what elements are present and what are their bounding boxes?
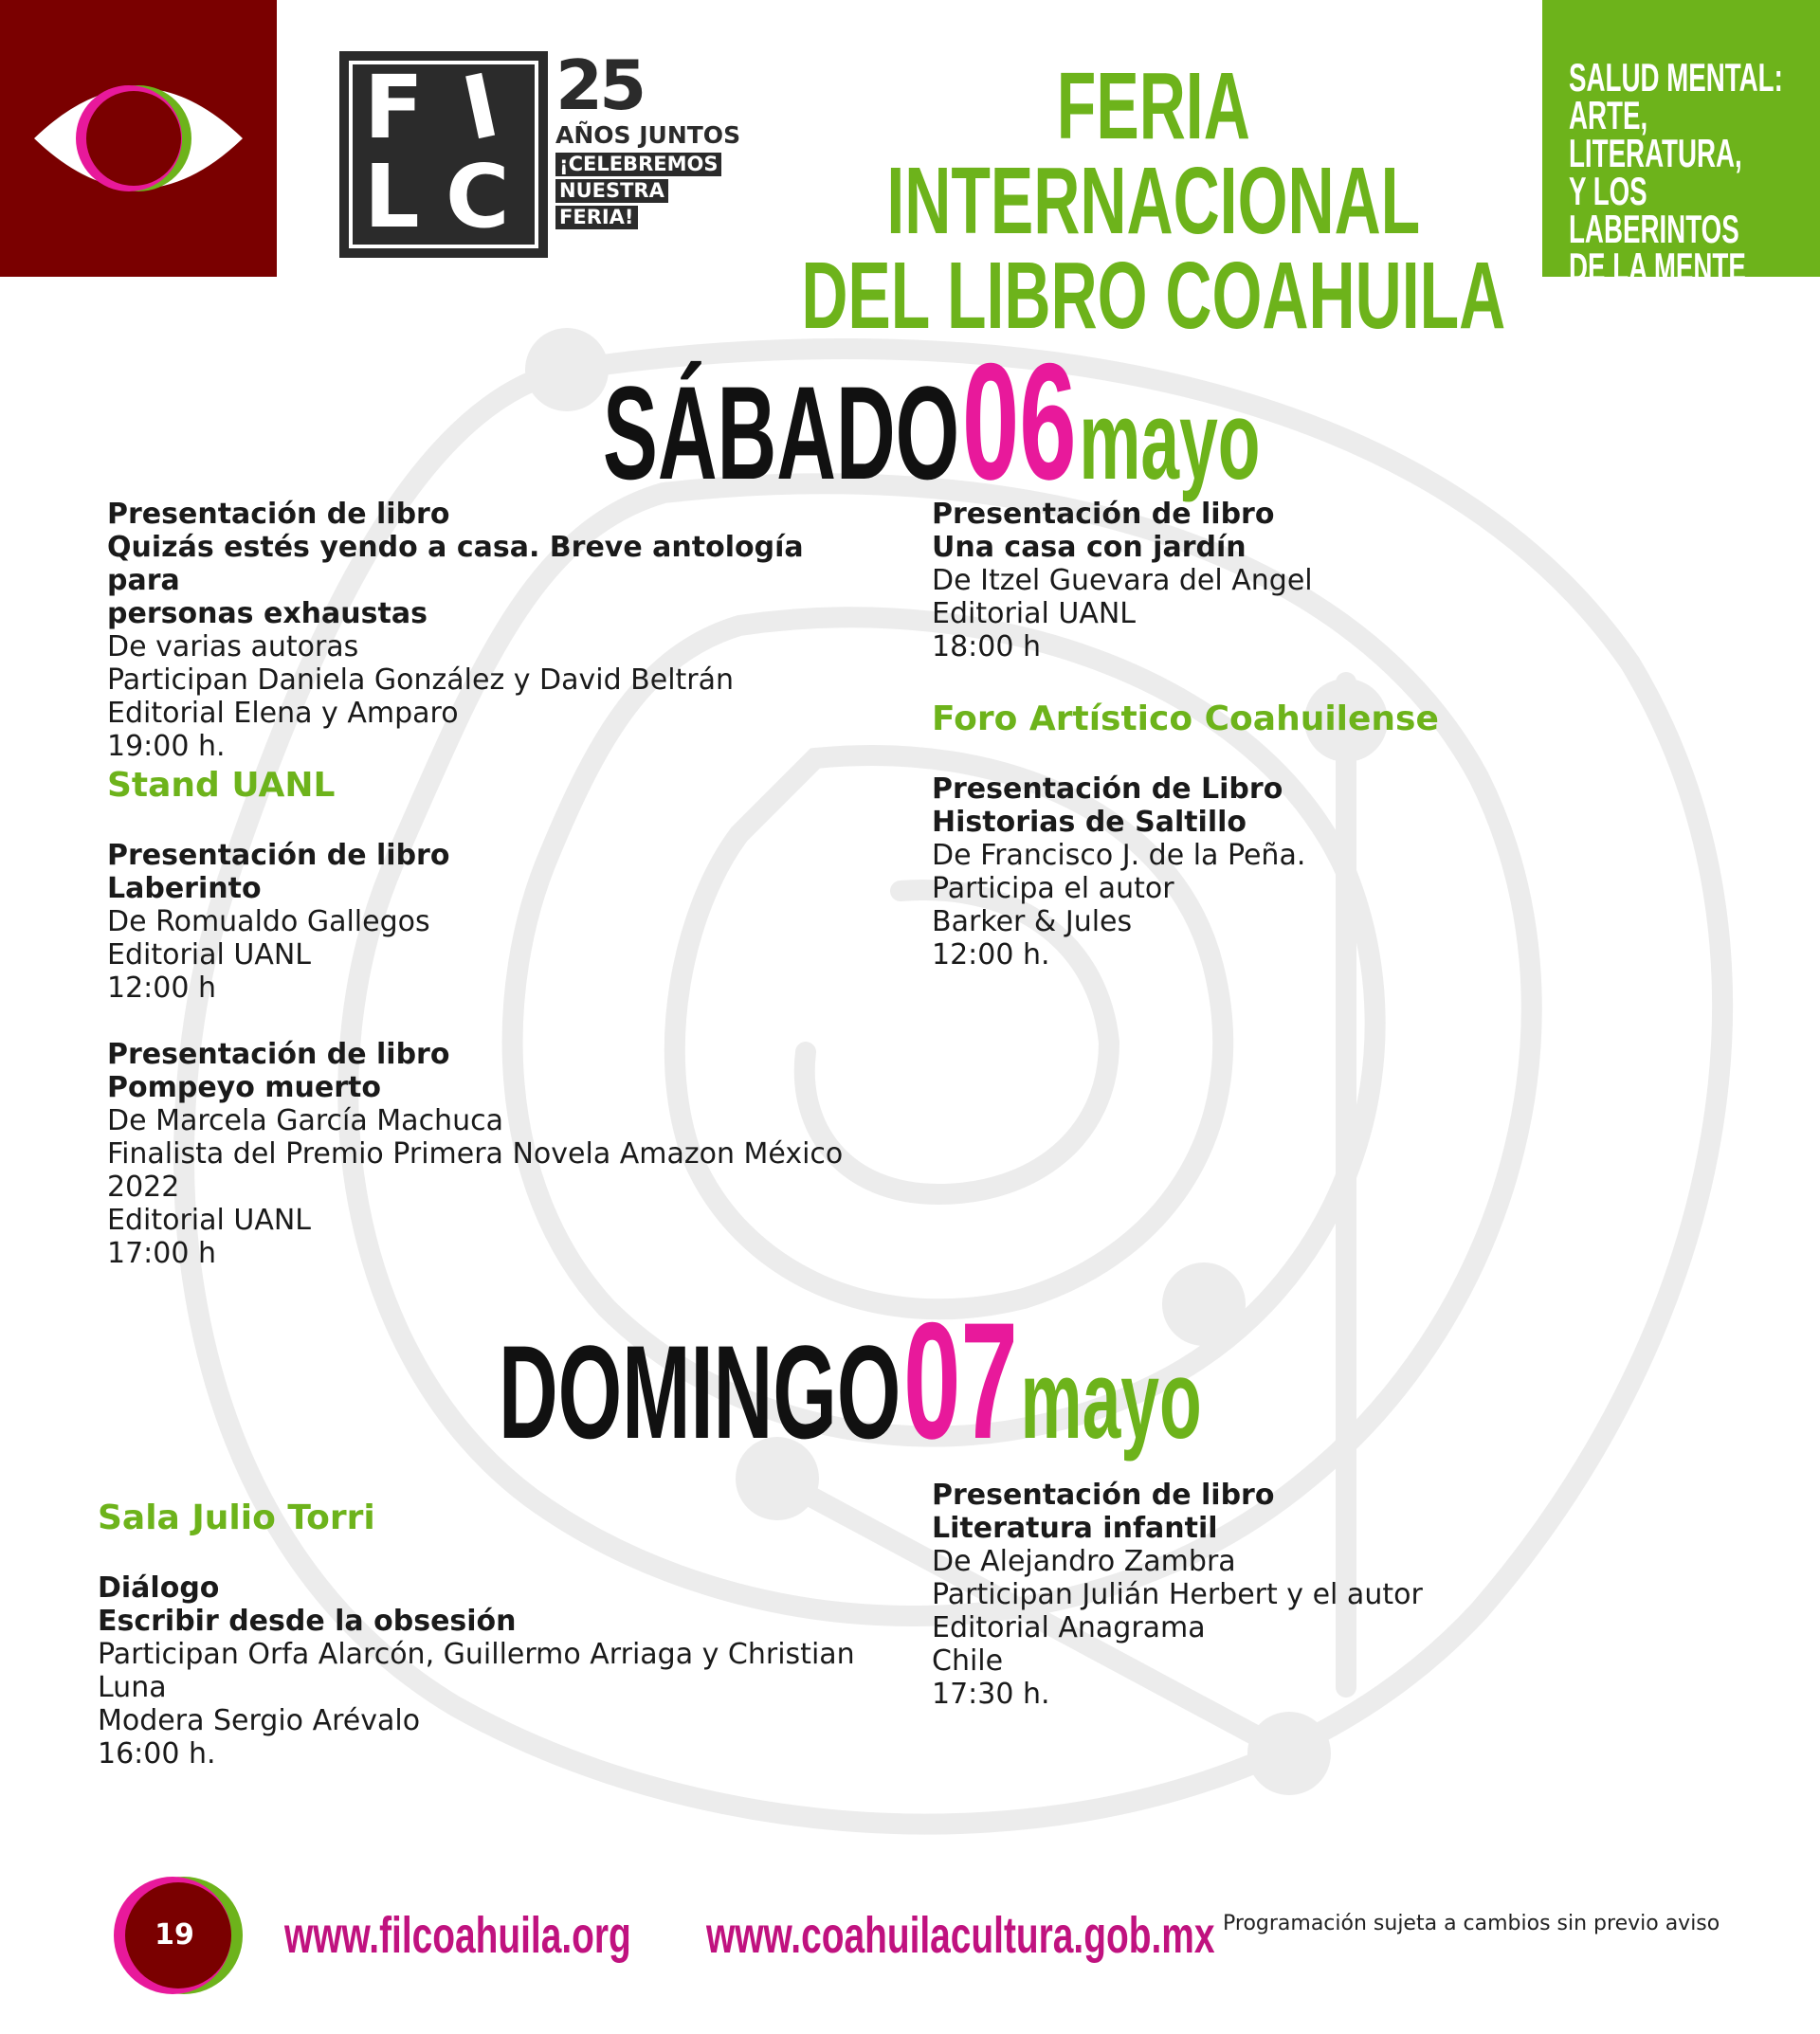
event-detail: Modera Sergio Arévalo — [98, 1704, 421, 1737]
event-type: Presentación de libro — [107, 839, 450, 872]
event-detail: De Marcela García Machuca — [107, 1104, 503, 1137]
event-detail: De varias autoras — [107, 630, 359, 663]
theme-line-1: SALUD MENTAL: — [1569, 55, 1783, 100]
page-number-badge — [112, 1869, 245, 2002]
event-detail: Editorial Anagrama — [932, 1611, 1206, 1644]
event-detail: Barker & Jules — [932, 905, 1133, 938]
theme-line-2: ARTE, LITERATURA, — [1569, 93, 1742, 175]
event-detail: Participan Orfa Alarcón, Guillermo Arriaga y Christian — [98, 1638, 855, 1671]
theme-block — [1542, 0, 1820, 289]
celebration-line-1: ¡CELEBREMOS — [555, 153, 721, 176]
event-detail: Participan Daniela González y David Beltrán — [107, 663, 735, 697]
eye-icon — [0, 0, 277, 277]
anniversary-number: 25 — [555, 45, 644, 125]
sun-right-event-1 — [932, 1479, 1709, 1711]
event-title-line-1: Quizás estés yendo a casa. Breve antología para — [107, 531, 804, 597]
event-title: Una casa con jardín — [932, 531, 1247, 564]
event-time: 12:00 h. — [932, 938, 1050, 972]
saturday-heading — [603, 327, 1260, 518]
eye-logo-block — [0, 0, 277, 277]
event-type: Diálogo — [98, 1571, 220, 1605]
sun-left-event-1 — [98, 1571, 932, 1771]
saturday-month: mayo — [1079, 378, 1261, 503]
event-detail: Participan Julián Herbert y el autor — [932, 1578, 1423, 1611]
event-detail: Luna — [98, 1671, 167, 1704]
saturday-day-name: SÁBADO — [603, 358, 960, 507]
event-time: 17:00 h — [107, 1237, 217, 1270]
event-title: Escribir desde la obsesión — [98, 1605, 517, 1638]
sunday-day-name: DOMINGO — [499, 1317, 901, 1466]
venue-stand-uanl: Stand UANL — [107, 766, 336, 805]
event-title: Pompeyo muerto — [107, 1071, 381, 1104]
fair-title — [792, 53, 1515, 349]
event-detail: De Itzel Guevara del Angel — [932, 564, 1313, 597]
event-type: Presentación de libro — [107, 1038, 450, 1071]
logo-letter-c: C — [446, 146, 510, 247]
event-detail: Editorial UANL — [107, 1204, 312, 1237]
celebration-line-2: NUESTRA — [555, 179, 668, 203]
sat-left-event-1 — [107, 498, 884, 763]
filcoahuila-link[interactable]: www.filcoahuila.org — [284, 1907, 631, 1964]
theme-line-3: Y LOS LABERINTOS — [1569, 169, 1739, 251]
sunday-heading — [499, 1286, 1202, 1477]
page-number: 19 — [155, 1918, 194, 1952]
venue-sala-julio-torri: Sala Julio Torri — [98, 1498, 375, 1537]
fair-title-line-2: DEL LIBRO COAHUILA — [801, 243, 1506, 349]
event-title: Literatura infantil — [932, 1512, 1218, 1545]
anniversary-label: AÑOS JUNTOS — [555, 121, 741, 149]
event-detail: De Alejandro Zambra — [932, 1545, 1236, 1578]
sat-left-event-3 — [107, 1038, 922, 1270]
event-detail: 2022 — [107, 1171, 180, 1204]
logo-letter-i: I — [454, 54, 507, 161]
event-time: 19:00 h. — [107, 730, 226, 763]
saturday-day-number: 06 — [961, 330, 1077, 515]
event-detail: Editorial Elena y Amparo — [107, 697, 459, 730]
sat-right-event-2 — [932, 772, 1709, 972]
event-detail: Finalista del Premio Primera Novela Amazon México — [107, 1137, 844, 1171]
event-time: 17:30 h. — [932, 1678, 1050, 1711]
event-detail: Editorial UANL — [932, 597, 1137, 630]
event-title: Historias de Saltillo — [932, 806, 1247, 839]
celebration-line-3: FERIA! — [555, 206, 638, 229]
event-detail: De Romualdo Gallegos — [107, 905, 430, 938]
event-type: Presentación de Libro — [932, 772, 1283, 806]
sat-right-event-1 — [932, 498, 1709, 663]
theme-line-4: DE LA MENTE — [1569, 245, 1746, 289]
event-time: 12:00 h — [107, 972, 217, 1005]
event-detail: De Francisco J. de la Peña. — [932, 839, 1306, 872]
event-type: Presentación de libro — [932, 498, 1275, 531]
event-detail: Chile — [932, 1644, 1004, 1678]
event-time: 18:00 h — [932, 630, 1042, 663]
anniversary-badge — [555, 45, 774, 229]
venue-foro-artistico: Foro Artístico Coahuilense — [932, 699, 1439, 738]
logo-letter-l: L — [364, 146, 420, 247]
sat-left-event-2 — [107, 839, 884, 1005]
filc-logo — [339, 51, 548, 258]
logo-letter-f: F — [364, 57, 424, 158]
event-type: Presentación de libro — [107, 498, 450, 531]
event-detail: Participa el autor — [932, 872, 1174, 905]
event-type: Presentación de libro — [932, 1479, 1275, 1512]
disclaimer: Programación sujeta a cambios sin previo aviso — [1223, 1912, 1720, 1935]
event-title-line-2: personas exhaustas — [107, 597, 428, 630]
fair-title-line-1: FERIA INTERNACIONAL — [886, 53, 1421, 254]
sunday-month: mayo — [1020, 1337, 1202, 1462]
event-time: 16:00 h. — [98, 1737, 216, 1771]
coahuilacultura-link[interactable]: www.coahuilacultura.gob.mx — [706, 1907, 1215, 1964]
theme-text — [1569, 55, 1807, 289]
event-detail: Editorial UANL — [107, 938, 312, 972]
event-title: Laberinto — [107, 872, 262, 905]
sunday-day-number: 07 — [903, 1289, 1018, 1474]
